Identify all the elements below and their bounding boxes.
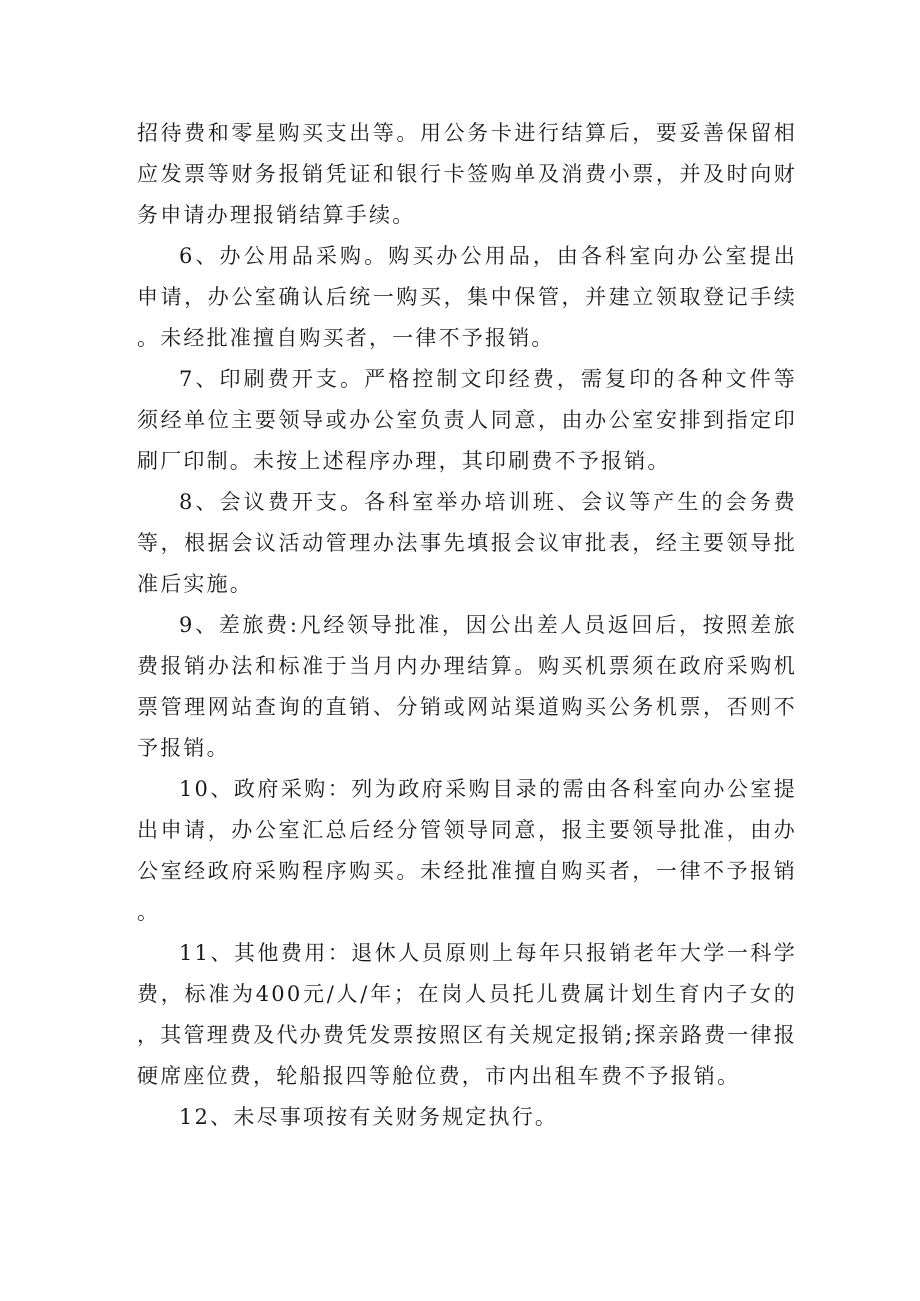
paragraph-meeting-fees: 8、会议费开支。各科室举办培训班、会议等产生的会务费等，根据会议活动管理办法事先填报会议审批表，经主要领导批准后实施。 [137, 490, 797, 596]
document-body [137, 113, 797, 1138]
paragraph-printing-fees: 7、印刷费开支。严格控制文印经费，需复印的各种文件等须经单位主要领导或办公室负责人同意，由办公室安排到指定印刷厂印制。未按上述程序办理，其印刷费不予报销。 [137, 367, 797, 473]
paragraph-travel-expenses: 9、差旅费:凡经领导批准，因公出差人员返回后，按照差旅费报销办法和标准于当月内办理结算。购买机票须在政府采购机票管理网站查询的直销、分销或网站渠道购买公务机票，否则不予报销。 [137, 613, 797, 760]
paragraph-continuation: 招待费和零星购买支出等。用公务卡进行结算后，要妥善保留相应发票等财务报销凭证和银行卡签购单及消费小票，并及时向财务申请办理报销结算手续。 [137, 121, 797, 227]
paragraph-unresolved-matters: 12、未尽事项按有关财务规定执行。 [179, 1105, 559, 1129]
paragraph-government-procurement: 10、政府采购：列为政府采购目录的需由各科室向办公室提出申请，办公室汇总后经分管领导同意，报主要领导批准，由办公室经政府采购程序购买。未经批准擅自购买者，一律不予报销。 [137, 777, 797, 924]
paragraph-other-expenses: 11、其他费用：退休人员原则上每年只报销老年大学一科学费，标准为400元/人/年；在岗人员托儿费属计划生育内子女的，其管理费及代办费凭发票按照区有关规定报销;探亲路费一律报硬席座位费，轮船报四等舱位费，市内出租车费不予报销。 [137, 941, 797, 1088]
paragraph-office-supplies: 6、办公用品采购。购买办公用品，由各科室向办公室提出申请，办公室确认后统一购买，集中保管，并建立领取登记手续。未经批准擅自购买者，一律不予报销。 [137, 244, 797, 350]
